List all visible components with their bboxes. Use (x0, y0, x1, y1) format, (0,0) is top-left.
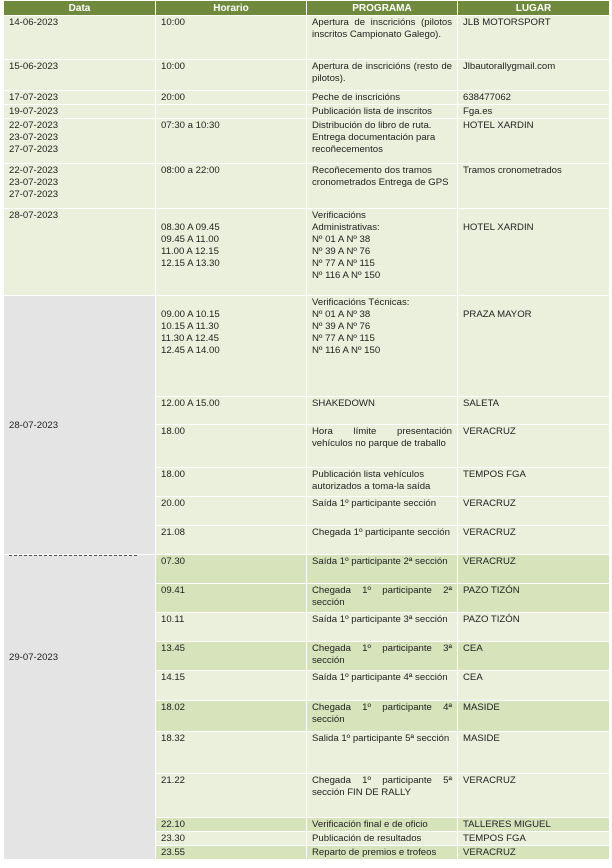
program-cell: Verificacións Técnicas: Nº 01 A Nº 38 Nº 39 A Nº 76 Nº 77 A Nº 115 Nº 116 A Nº 150 (307, 296, 458, 397)
place-cell: VERACRUZ (458, 774, 610, 818)
date-cell: 19-07-2023 (4, 105, 156, 119)
place-cell: SALETA (458, 397, 610, 425)
time-cell: 20:00 (156, 91, 307, 105)
time-cell (156, 105, 307, 119)
schedule-table (3, 0, 610, 860)
program-cell: Chegada 1º participante sección (307, 526, 458, 555)
program-cell: Verificacións Administrativas: Nº 01 A Nº 38 Nº 39 A Nº 76 Nº 77 A Nº 115 Nº 116 A Nº 150 (307, 209, 458, 296)
time-cell: 23.55 (156, 846, 307, 860)
time-cell: 18.00 (156, 425, 307, 468)
time-cell: 10.11 (156, 613, 307, 642)
program-cell: Verificación final e de oficio (307, 818, 458, 832)
time-cell: 21.22 (156, 774, 307, 818)
table-row (4, 164, 610, 209)
place-cell: PRAZA MAYOR (458, 296, 610, 397)
date-cell: 28-07-2023 (4, 209, 156, 296)
time-cell: 21.08 (156, 526, 307, 555)
program-cell: Chegada 1º participante 4ª sección (307, 701, 458, 732)
program-cell: Saída 1º participante 4ª sección (307, 671, 458, 701)
time-cell: 07.30 (156, 555, 307, 584)
place-cell: MASIDE (458, 701, 610, 732)
place-cell: VERACRUZ (458, 425, 610, 468)
place-cell: Jlbautorallygmail.com (458, 60, 610, 91)
program-cell: Chegada 1º participante 5ª sección FIN DE RALLY (307, 774, 458, 818)
table-row (4, 16, 610, 60)
program-cell: Apertura de inscricións (resto de pilotos). (307, 60, 458, 91)
place-cell: VERACRUZ (458, 846, 610, 860)
table-row (4, 119, 610, 164)
place-cell: Fga.es (458, 105, 610, 119)
place-cell: VERACRUZ (458, 555, 610, 584)
time-cell: 20.00 (156, 497, 307, 526)
time-cell: 08.30 A 09.45 09.45 A 11.00 11.00 A 12.15 12.15 A 13.30 (156, 209, 307, 296)
place-cell: TALLERES MIGUEL (458, 818, 610, 832)
time-cell: 09.00 A 10.15 10.15 A 11.30 11.30 A 12.45 12.45 A 14.00 (156, 296, 307, 397)
date-cell: 22-07-2023 23-07-2023 27-07-2023 (4, 119, 156, 164)
table-row (4, 209, 610, 296)
header-date: Data (4, 1, 156, 16)
place-cell: VERACRUZ (458, 526, 610, 555)
program-cell: Saída 1º participante sección (307, 497, 458, 526)
program-cell: Publicación lista vehículos autorizados a toma-la saída (307, 468, 458, 497)
program-cell: Peche de inscricións (307, 91, 458, 105)
time-cell: 08:00 a 22:00 (156, 164, 307, 209)
table-row (4, 91, 610, 105)
program-cell: SHAKEDOWN (307, 397, 458, 425)
header-program: PROGRAMA (307, 1, 458, 16)
program-cell: Publicación lista de inscritos (307, 105, 458, 119)
place-cell: JLB MOTORSPORT (458, 16, 610, 60)
place-cell: PAZO TIZÓN (458, 613, 610, 642)
merged-date-cell: 28-07-2023 (4, 296, 156, 555)
date-cell: 15-06-2023 (4, 60, 156, 91)
place-cell: Tramos cronometrados (458, 164, 610, 209)
program-cell: Saída 1º participante 2ª sección (307, 555, 458, 584)
date-cell: 17-07-2023 (4, 91, 156, 105)
program-cell: Saída 1º participante 3ª sección (307, 613, 458, 642)
time-cell: 22.10 (156, 818, 307, 832)
program-cell: Recoñecemento dos tramos cronometrados Entrega de GPS (307, 164, 458, 209)
place-cell: HOTEL XARDIN (458, 209, 610, 296)
time-cell: 23.30 (156, 832, 307, 846)
table-row (4, 105, 610, 119)
time-cell: 07:30 a 10:30 (156, 119, 307, 164)
merged-date-cell: 29-07-2023 (4, 555, 156, 860)
time-cell: 09.41 (156, 584, 307, 613)
place-cell: VERACRUZ (458, 497, 610, 526)
time-cell: 14.15 (156, 671, 307, 701)
time-cell: 10:00 (156, 60, 307, 91)
table-row (4, 296, 610, 397)
time-cell: 12.00 A 15.00 (156, 397, 307, 425)
place-cell: HOTEL XARDIN (458, 119, 610, 164)
header-time: Horario (156, 1, 307, 16)
place-cell: CEA (458, 642, 610, 671)
program-cell: Chegada 1º participante 3ª sección (307, 642, 458, 671)
program-cell: Hora límite presentación vehículos no parque de traballo (307, 425, 458, 468)
place-cell: 638477062 (458, 91, 610, 105)
time-cell: 18.02 (156, 701, 307, 732)
place-cell: MASIDE (458, 732, 610, 774)
time-cell: 18.32 (156, 732, 307, 774)
place-cell: TEMPOS FGA (458, 832, 610, 846)
time-cell: 10:00 (156, 16, 307, 60)
date-cell: 14-06-2023 (4, 16, 156, 60)
program-cell: Salida 1º participante 5ª sección (307, 732, 458, 774)
program-cell: Publicación de resultados (307, 832, 458, 846)
place-cell: TEMPOS FGA (458, 468, 610, 497)
program-cell: Chegada 1º participante 2ª sección (307, 584, 458, 613)
program-cell: Reparto de premios e trofeos (307, 846, 458, 860)
place-cell: CEA (458, 671, 610, 701)
time-cell: 18.00 (156, 468, 307, 497)
program-cell: Apertura de inscricións (pilotos inscritos Campionato Galego). (307, 16, 458, 60)
time-cell: 13.45 (156, 642, 307, 671)
place-cell: PAZO TIZÓN (458, 584, 610, 613)
table-row (4, 60, 610, 91)
date-cell: 22-07-2023 23-07-2023 27-07-2023 (4, 164, 156, 209)
program-cell: Distribución do libro de ruta. Entrega documentación para recoñecementos (307, 119, 458, 164)
table-row (4, 555, 610, 584)
header-place: LUGAR (458, 1, 610, 16)
